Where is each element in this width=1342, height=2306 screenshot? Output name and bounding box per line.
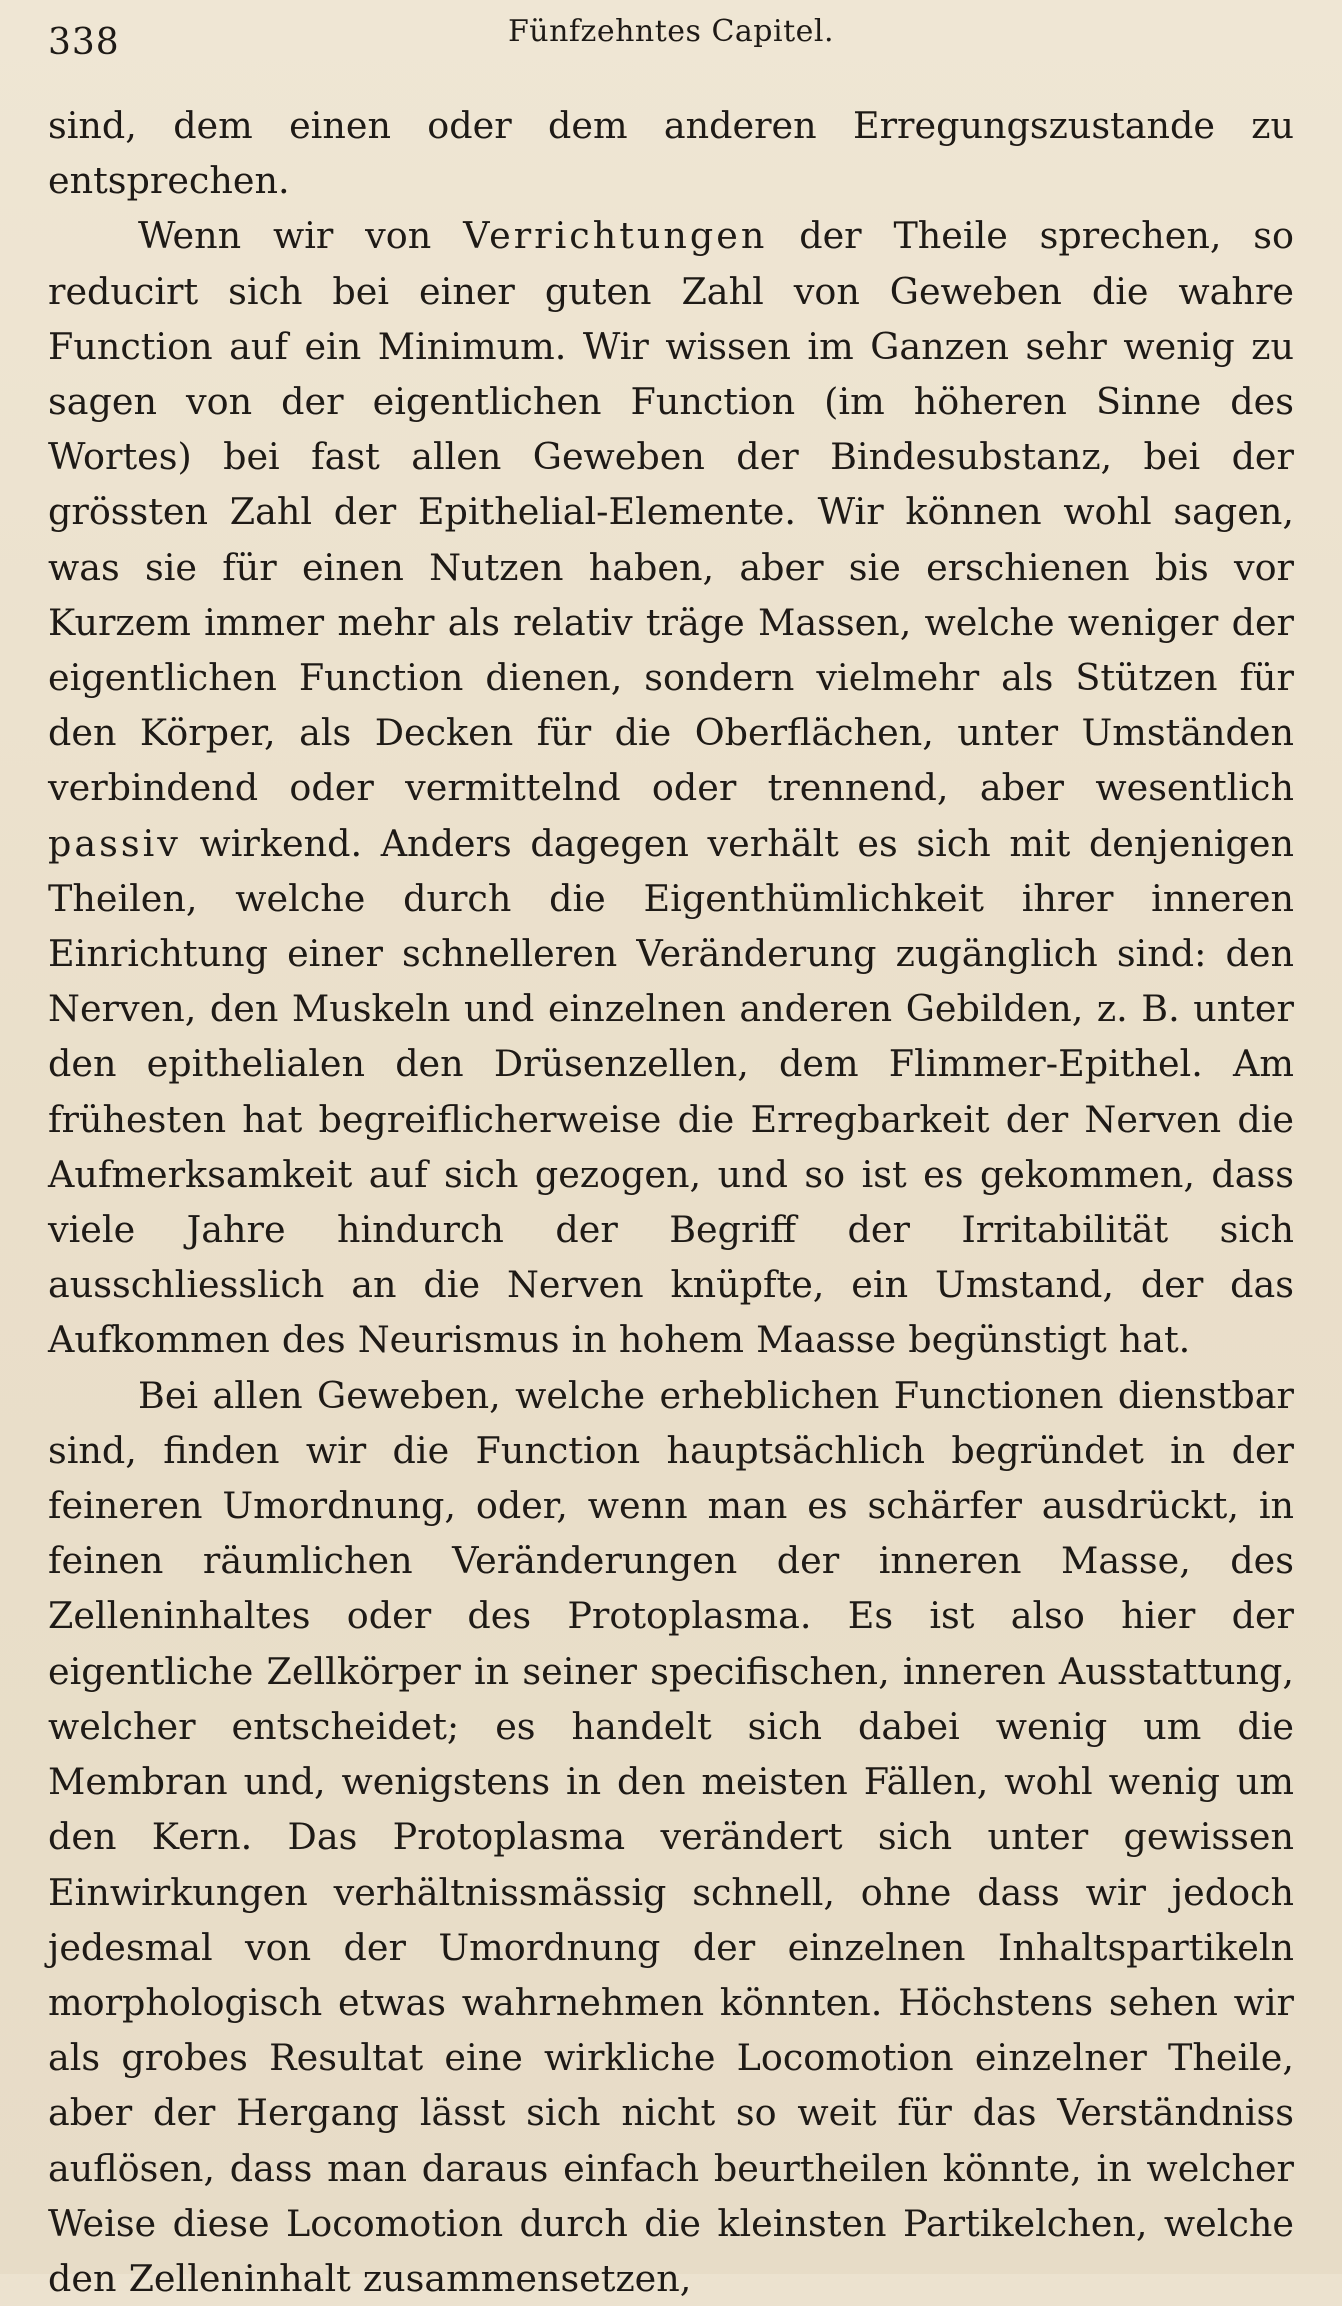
paragraph-text: wirkend. Anders dagegen verhält es sich mit denjenigen Theilen, welche durch die Eigenthümlichkeit ihrer inneren Einrichtung einer schnelleren Veränderung zugänglich sind: den Nerven, den Muskeln und einzelnen anderen Gebilden, z. B. unter den epithelialen den Drüsenzellen, dem Flimmer-Epithel. Am frühesten hat begreiflicherweise die Erregbarkeit der Nerven die Aufmerksamkeit auf sich gezogen, und so ist es gekommen, dass viele Jahre hindurch der Begriff der Irritabilität sich ausschliesslich an die Nerven knüpfte, ein Umstand, der das Aufkommen des Neurismus in hohem Maasse begünstigt hat. — [48, 821, 1294, 1362]
emphasized-term: passiv — [48, 821, 181, 865]
page-header — [48, 0, 1294, 80]
paragraph-text: Wenn wir von — [138, 214, 464, 258]
emphasized-term: Verrichtungen — [463, 214, 768, 258]
running-title: Fünfzehntes Capitel. — [507, 14, 835, 49]
paragraph-text: der Theile sprechen, so reducirt sich bei einer guten Zahl von Geweben die wahre Function auf ein Minimum. Wir wissen im Ganzen sehr wenig zu sagen von der eigentlichen Function (im höheren Sinne des Wortes) bei fast allen Geweben der Bindesubstanz, bei der grössten Zahl der Epithelial-Elemente. Wir können wohl sagen, was sie für einen Nutzen haben, aber sie erschienen bis vor Kurzem immer mehr als relativ träge Massen, welche weniger der eigentlichen Function dienen, sondern vielmehr als Stützen für den Körper, als Decken für die Oberflächen, unter Umständen verbindend oder vermittelnd oder trennend, aber wesentlich — [48, 214, 1294, 810]
paragraph-text: sind, dem einen oder dem anderen Erregungszustande zu entsprechen. — [48, 104, 1294, 203]
paragraph-continuation — [48, 98, 1294, 208]
page-number: 338 — [48, 22, 120, 63]
paragraph-verrichtungen — [48, 208, 1294, 1367]
paragraph-protoplasma — [48, 1368, 1294, 2306]
paragraph-text: Bei allen Geweben, welche erheblichen Functionen dienstbar sind, finden wir die Function hauptsächlich begründet in der feineren Umordnung, oder, wenn man es schärfer ausdrückt, in feinen räumlichen Veränderungen der inneren Masse, des Zelleninhaltes oder des Protoplasma. Es ist also hier der eigentliche Zellkörper in seiner specifischen, inneren Ausstattung, welcher entscheidet; es handelt sich dabei wenig um die Membran und, wenigstens in den meisten Fällen, wohl wenig um den Kern. Das Protoplasma verändert sich unter gewissen Einwirkungen verhältnissmässig schnell, ohne dass wir jedoch jedesmal von der Umordnung der einzelnen Inhaltspartikeln morphologisch etwas wahrnehmen könnten. Höchstens sehen wir als grobes Resultat eine wirkliche Locomotion einzelner Theile, aber der Hergang lässt sich nicht so weit für das Verständniss auflösen, dass man daraus einfach beurtheilen könnte, in welcher Weise diese Locomotion durch die kleinsten Partikelchen, welche den Zelleninhalt zusammensetzen, — [48, 1373, 1294, 2300]
body-text — [48, 98, 1294, 2306]
